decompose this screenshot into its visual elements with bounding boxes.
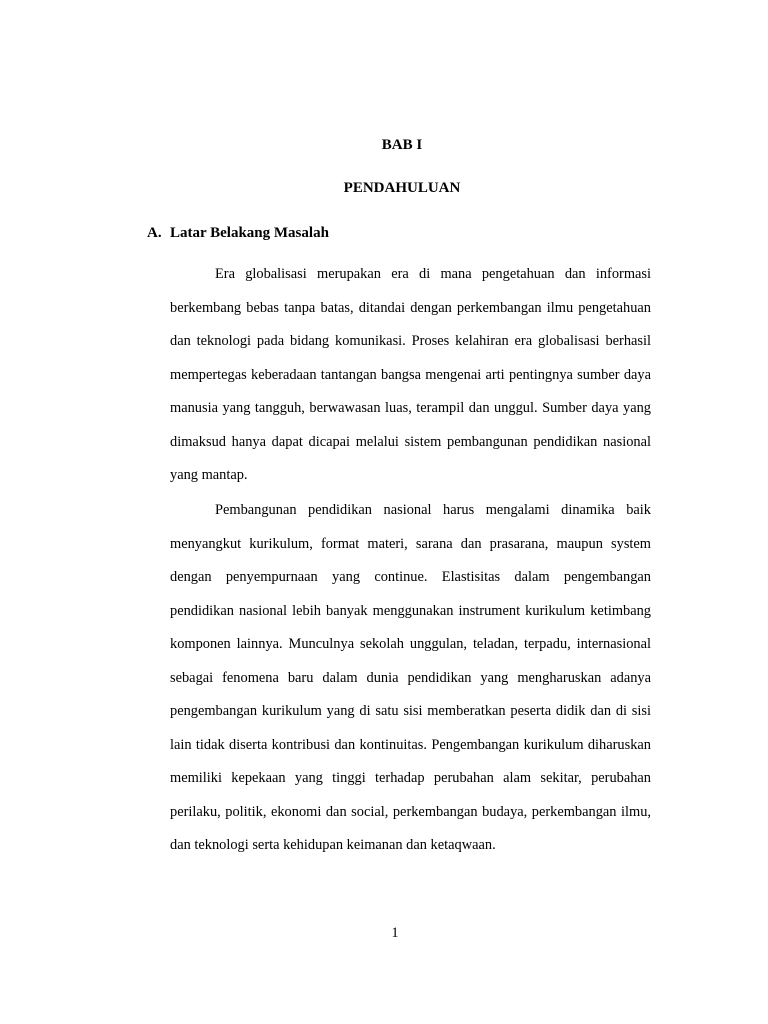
chapter-number: BAB I [381, 137, 423, 153]
section-heading [147, 225, 329, 242]
section-letter: A. [147, 225, 162, 241]
paragraph-2: Pembangunan pendidikan nasional harus mengalami dinamika baik menyangkut kurikulum, format materi, sarana dan prasarana, maupun system dengan penyempurnaan yang continue. Elastisitas dalam pengembangan pendidikan nasional lebih banyak menggunakan instrument kurikulum ketimbang komponen lainnya. Munculnya sekolah unggulan, teladan, terpadu, internasional sebagai fenomena baru dalam dunia pendidikan yang mengharuskan adanya pengembangan kurikulum yang di satu sisi memberatkan peserta didik dan di sisi lain tidak diserta kontribusi dan kontinuitas. Pengembangan kurikulum diharuskan memiliki kepekaan yang tinggi terhadap perubahan alam sekitar, perubahan perilaku, politik, ekonomi dan social, perkembangan budaya, perkembangan ilmu, dan teknologi serta kehidupan keimanan dan ketaqwaan. [170, 502, 651, 853]
chapter-title: PENDAHULUAN [343, 180, 461, 196]
section-title: Latar Belakang Masalah [170, 225, 329, 241]
page-number: 1 [391, 925, 399, 941]
paragraph-1: Era globalisasi merupakan era di mana pengetahuan dan informasi berkembang bebas tanpa batas, ditandai dengan perkembangan ilmu pengetahuan dan teknologi pada bidang komunikasi. Proses kelahiran era globalisasi berhasil mempertegas keberadaan tantangan bangsa mengenai arti pentingnya sumber daya manusia yang tangguh, berwawasan luas, terampil dan unggul. Sumber daya yang dimaksud hanya dapat dicapai melalui sistem pembangunan pendidikan nasional yang mantap. [170, 266, 651, 483]
